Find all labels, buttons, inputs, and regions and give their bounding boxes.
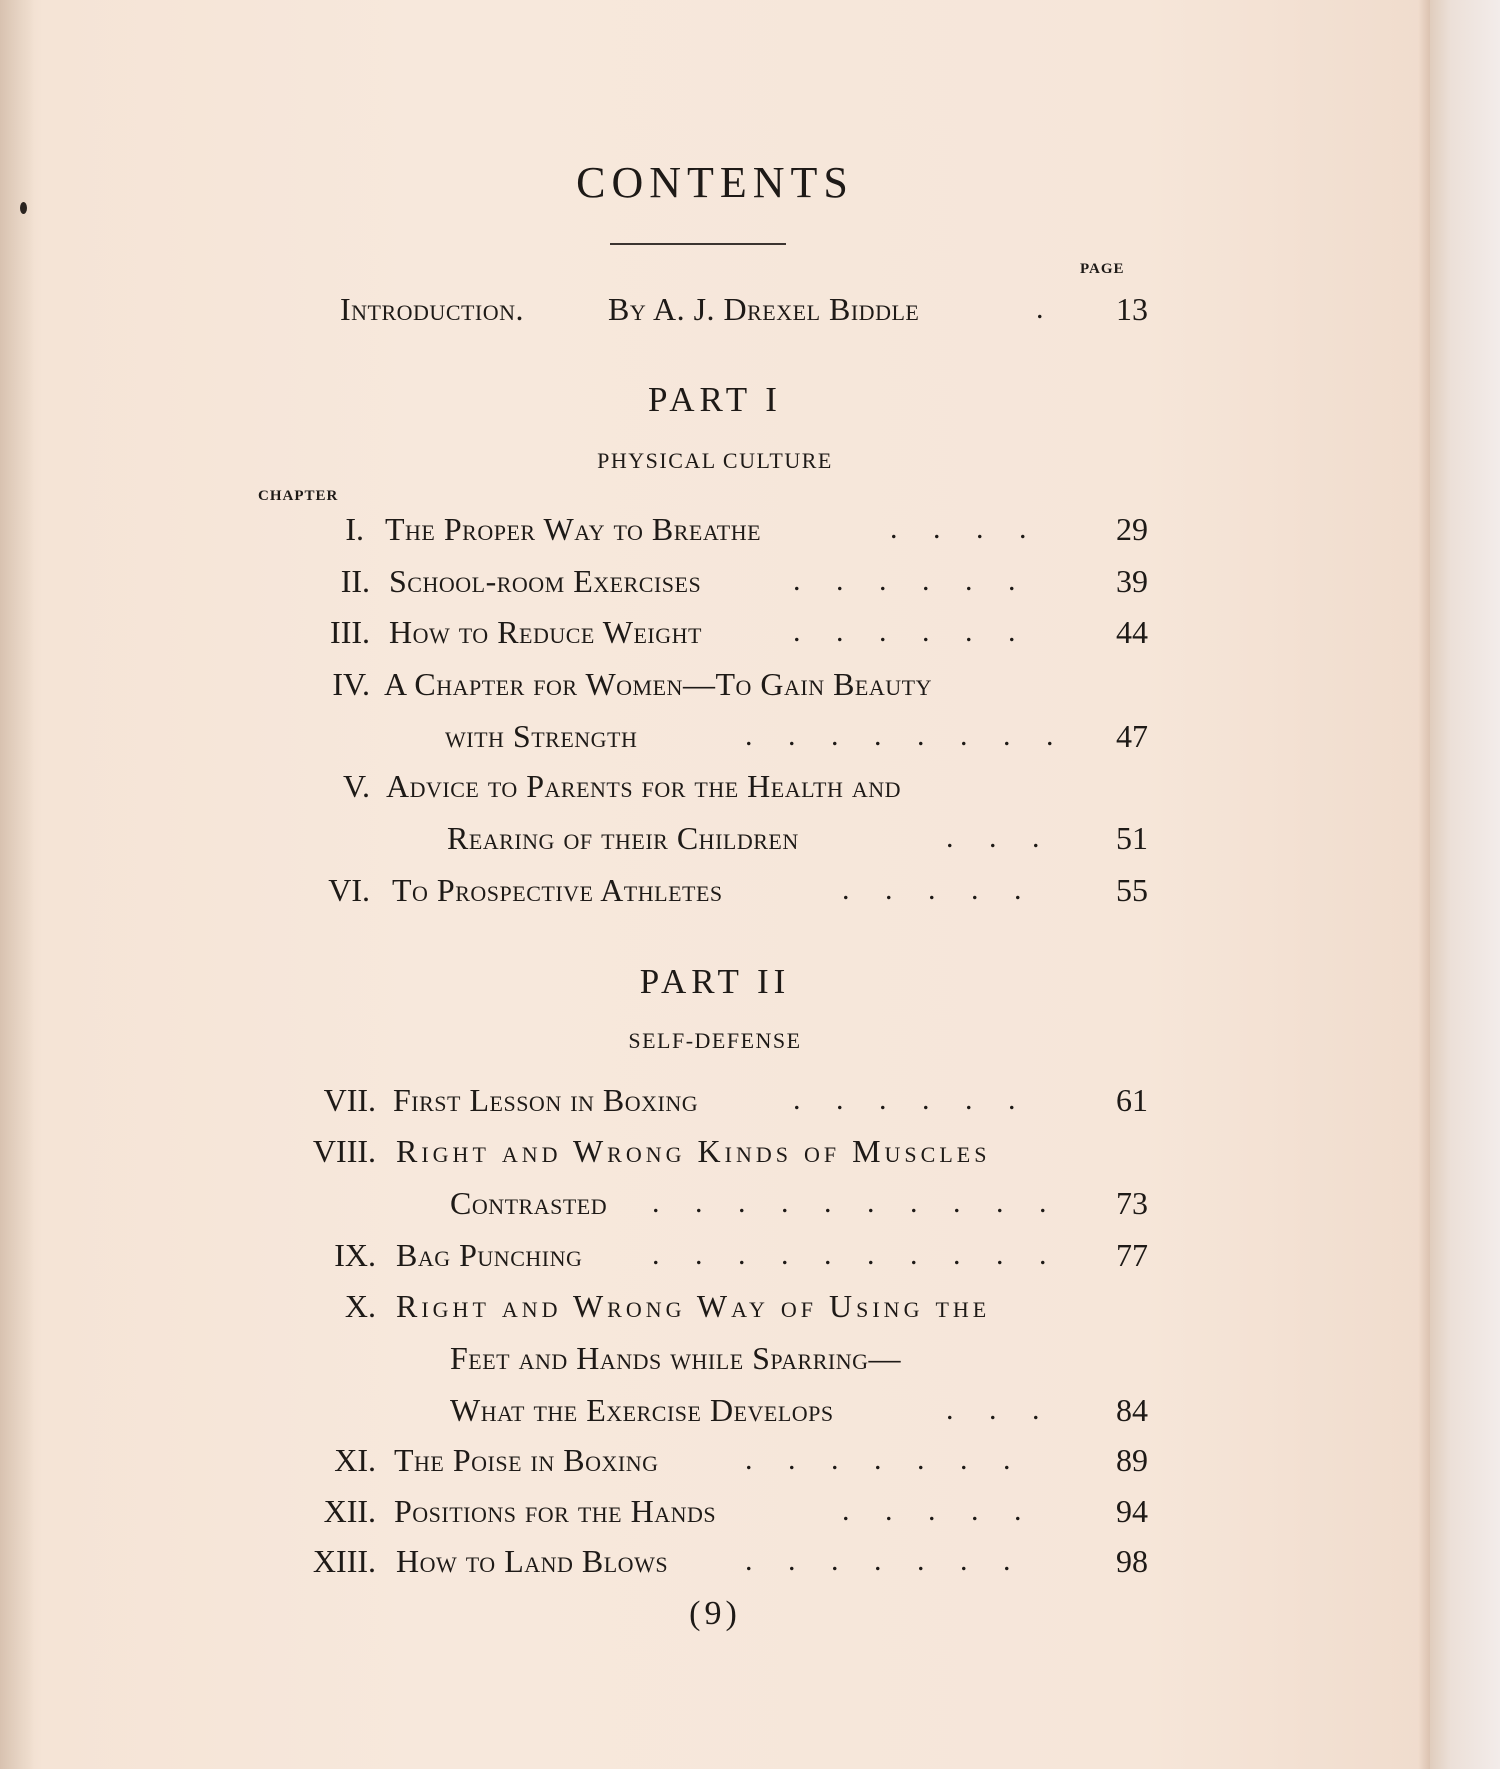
chapter-title-continued: What the Exercise Develops	[450, 1392, 834, 1428]
leader-dots: . . . . . . . . . .	[652, 1186, 1061, 1219]
chapter-numeral: XI.	[334, 1442, 376, 1478]
part-subtitle: SELF-DEFENSE	[628, 1028, 802, 1053]
chapter-page: 44	[1116, 614, 1148, 650]
chapter-numeral: XII.	[323, 1493, 376, 1529]
chapter-numeral: IX.	[334, 1237, 376, 1273]
leader-dots: . . . . . . . .	[745, 719, 1068, 752]
chapter-page: 84	[1116, 1392, 1148, 1428]
chapter-page: 51	[1116, 820, 1148, 856]
chapter-title-continued: Feet and Hands while Sparring—	[450, 1340, 901, 1376]
chapter-title: The Proper Way to Breathe	[385, 511, 762, 547]
page-gutter	[0, 0, 34, 1769]
chapter-title: A Chapter for Women—To Gain Beauty	[384, 666, 932, 702]
chapter-page: 61	[1116, 1082, 1148, 1118]
chapter-numeral: X.	[344, 1288, 376, 1324]
chapter-page: 94	[1116, 1493, 1148, 1529]
leader-dots: . . . . .	[842, 1494, 1036, 1527]
leader-dots: . . . . . .	[793, 615, 1030, 648]
chapter-title: How to Reduce Weight	[389, 614, 702, 650]
chapter-numeral: XIII.	[312, 1543, 376, 1579]
chapter-title-continued: Contrasted	[450, 1185, 608, 1221]
chapter-title: How to Land Blows	[396, 1543, 669, 1579]
leader-dots: . . . . . . .	[745, 1443, 1025, 1476]
introduction-byline: By A. J. Drexel Biddle	[608, 291, 920, 327]
chapter-title-continued: with Strength	[445, 718, 638, 754]
chapter-numeral: II.	[340, 563, 370, 599]
chapter-numeral: V.	[343, 768, 370, 804]
leader-dots: . . .	[946, 821, 1054, 854]
chapter-title: Positions for the Hands	[394, 1493, 717, 1529]
chapter-page: 89	[1116, 1442, 1148, 1478]
chapter-numeral: I.	[345, 511, 364, 547]
chapter-page: 98	[1116, 1543, 1148, 1579]
chapter-title: Right and Wrong Way of Using the	[396, 1288, 991, 1324]
leader-dots: . . . . .	[842, 873, 1036, 906]
part-subtitle: PHYSICAL CULTURE	[597, 448, 833, 473]
chapter-title: Bag Punching	[396, 1237, 583, 1273]
chapter-title: The Poise in Boxing	[394, 1442, 659, 1478]
chapter-title: School-room Exercises	[389, 563, 702, 599]
leader-dots: . . . . . .	[793, 1083, 1030, 1116]
leader-dots: .	[1036, 292, 1058, 325]
introduction-page: 13	[1116, 291, 1148, 327]
chapter-numeral: VII.	[323, 1082, 376, 1118]
chapter-numeral: VIII.	[312, 1133, 376, 1169]
chapter-page: 29	[1116, 511, 1148, 547]
chapter-column-label: CHAPTER	[258, 488, 339, 504]
leader-dots: . . . .	[890, 512, 1041, 545]
chapter-numeral: III.	[330, 614, 370, 650]
chapter-page: 39	[1116, 563, 1148, 599]
chapter-title: Right and Wrong Kinds of Muscles	[396, 1133, 991, 1169]
chapter-page: 55	[1116, 872, 1148, 908]
page-column-label: PAGE	[1080, 261, 1125, 277]
chapter-title: First Lesson in Boxing	[393, 1082, 699, 1118]
chapter-page: 77	[1116, 1237, 1148, 1273]
leader-dots: . . .	[946, 1393, 1054, 1426]
chapter-page: 47	[1116, 718, 1148, 754]
background-edge	[1430, 0, 1500, 1769]
leader-dots: . . . . . .	[793, 564, 1030, 597]
part-title: PART II	[639, 962, 791, 1001]
page-title: CONTENTS	[576, 158, 854, 207]
chapter-numeral: VI.	[328, 872, 370, 908]
part-title: PART I	[648, 380, 782, 419]
page-number: (9)	[689, 1595, 741, 1632]
chapter-page: 73	[1116, 1185, 1148, 1221]
leader-dots: . . . . . . .	[745, 1544, 1025, 1577]
chapter-numeral: IV.	[332, 666, 370, 702]
title-rule	[610, 243, 786, 245]
introduction-title: Introduction.	[340, 291, 525, 327]
chapter-title: To Prospective Athletes	[392, 872, 723, 908]
chapter-title-continued: Rearing of their Children	[447, 820, 799, 856]
chapter-title: Advice to Parents for the Health and	[386, 768, 902, 804]
leader-dots: . . . . . . . . . .	[652, 1238, 1061, 1271]
